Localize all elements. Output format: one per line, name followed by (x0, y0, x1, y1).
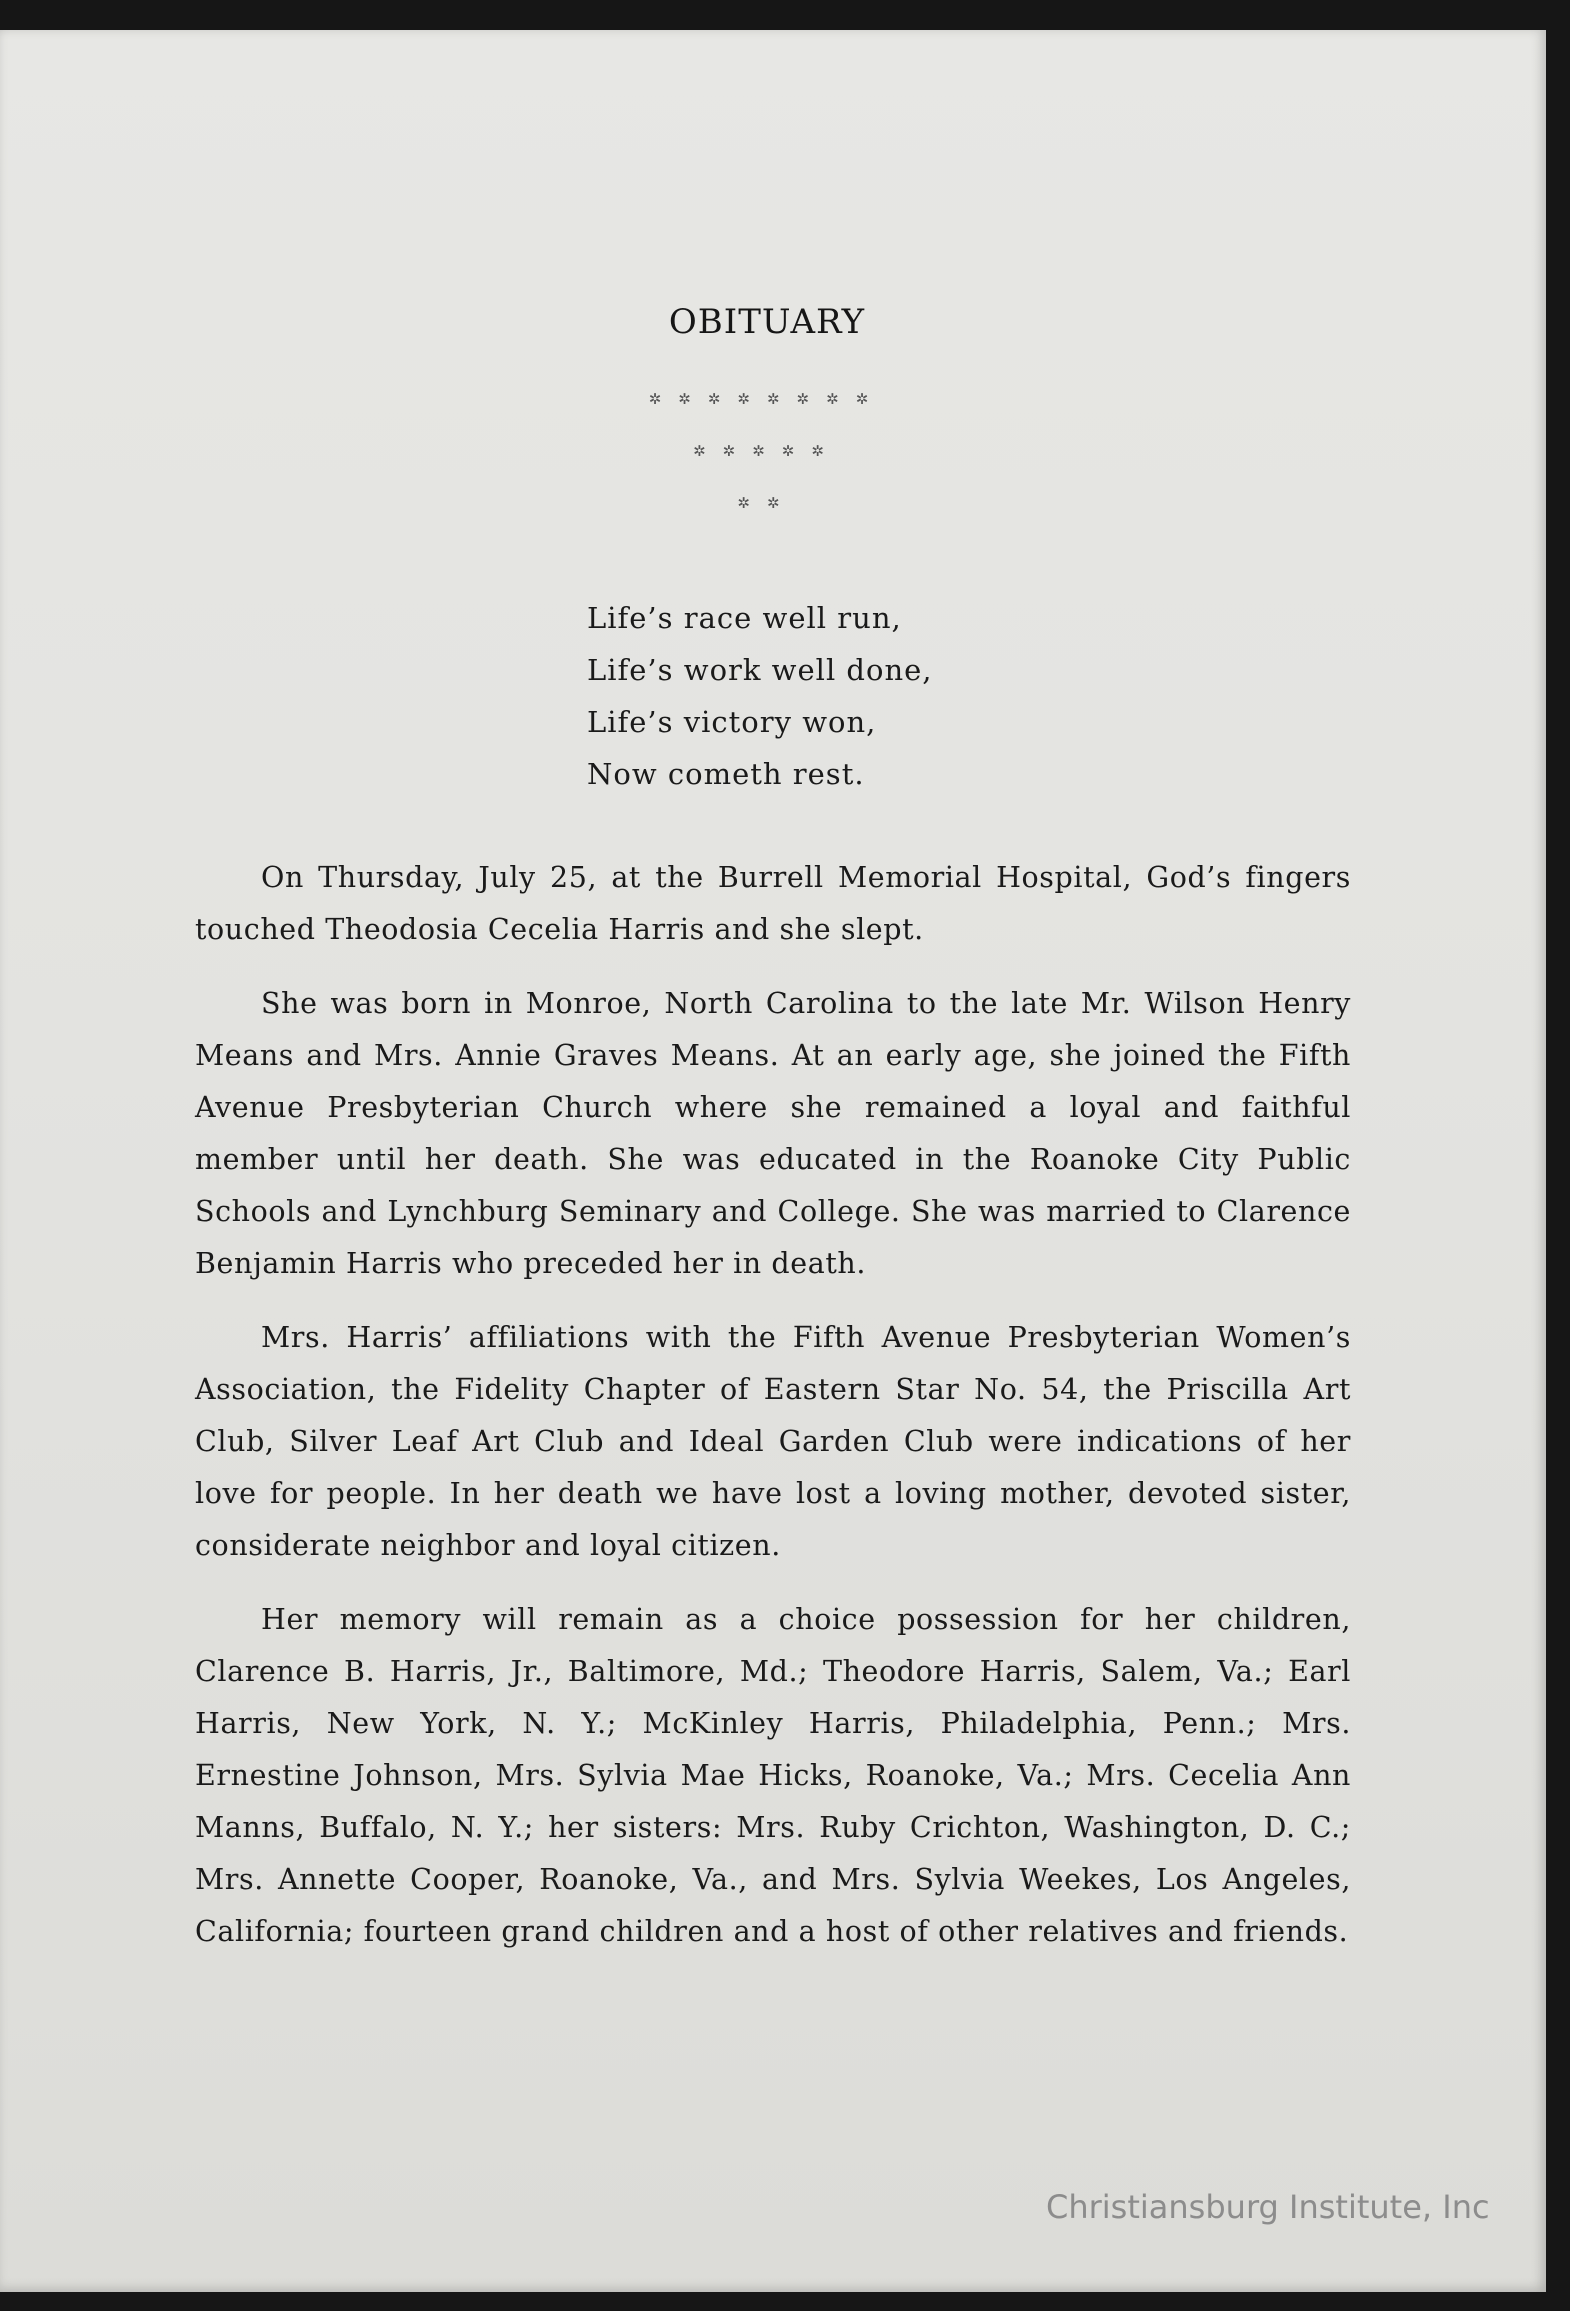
star-ornament-row-3: ✲✲ (737, 494, 797, 512)
poem-line: Life’s victory won, (587, 705, 877, 739)
watermark: Christiansburg Institute, Inc (1046, 2188, 1490, 2226)
obituary-page (0, 30, 1546, 2292)
star-ornament-row-2: ✲✲✲✲✲ (693, 442, 841, 460)
obituary-body (195, 852, 1351, 1980)
star-ornament-row-1: ✲✲✲✲✲✲✲✲ (648, 390, 886, 408)
page-title: OBITUARY (668, 302, 866, 342)
poem-line: Now cometh rest. (587, 757, 865, 791)
poem-line: Life’s race well run, (587, 601, 902, 635)
poem-line: Life’s work well done, (587, 653, 933, 687)
paragraph-survivors: Her memory will remain as a choice possession for her children, Clarence B. Harris, Jr., Baltimore, Md.; Theodore Harris, Salem, Va.; Earl Harris, New York, N. Y.; McKinley Harris, Philadelphia, Penn.; Mrs. Ernestine Johnson, Mrs. Sylvia Mae Hicks, Roanoke, Va.; Mrs. Cecelia Ann Manns, Buffalo, N. Y.; her sisters: Mrs. Ruby Crichton, Washington, D. C.; Mrs. Annette Cooper, Roanoke, Va., and Mrs. Sylvia Weekes, Los Angeles, California; fourteen grand children and a host of other relatives and friends. (195, 1603, 1351, 1948)
poem (587, 592, 933, 800)
paragraph-biography: She was born in Monroe, North Carolina to the late Mr. Wilson Henry Means and Mrs. Annie Graves Means. At an early age, she joined the Fifth Avenue Presbyterian Church where she remained a loyal and faithful member until her death. She was educated in the Roanoke City Public Schools and Lynchburg Seminary and College. She was married to Clarence Benjamin Harris who preceded her in death. (195, 987, 1351, 1280)
paragraph-passing: On Thursday, July 25, at the Burrell Memorial Hospital, God’s fingers touched Theodosia Cecelia Harris and she slept. (195, 861, 1351, 946)
paragraph-affiliations: Mrs. Harris’ affiliations with the Fifth Avenue Presbyterian Women’s Association, the Fidelity Chapter of Eastern Star No. 54, the Priscilla Art Club, Silver Leaf Art Club and Ideal Garden Club were indications of her love for people. In her death we have lost a loving mother, devoted sister, considerate neighbor and loyal citizen. (195, 1321, 1351, 1562)
